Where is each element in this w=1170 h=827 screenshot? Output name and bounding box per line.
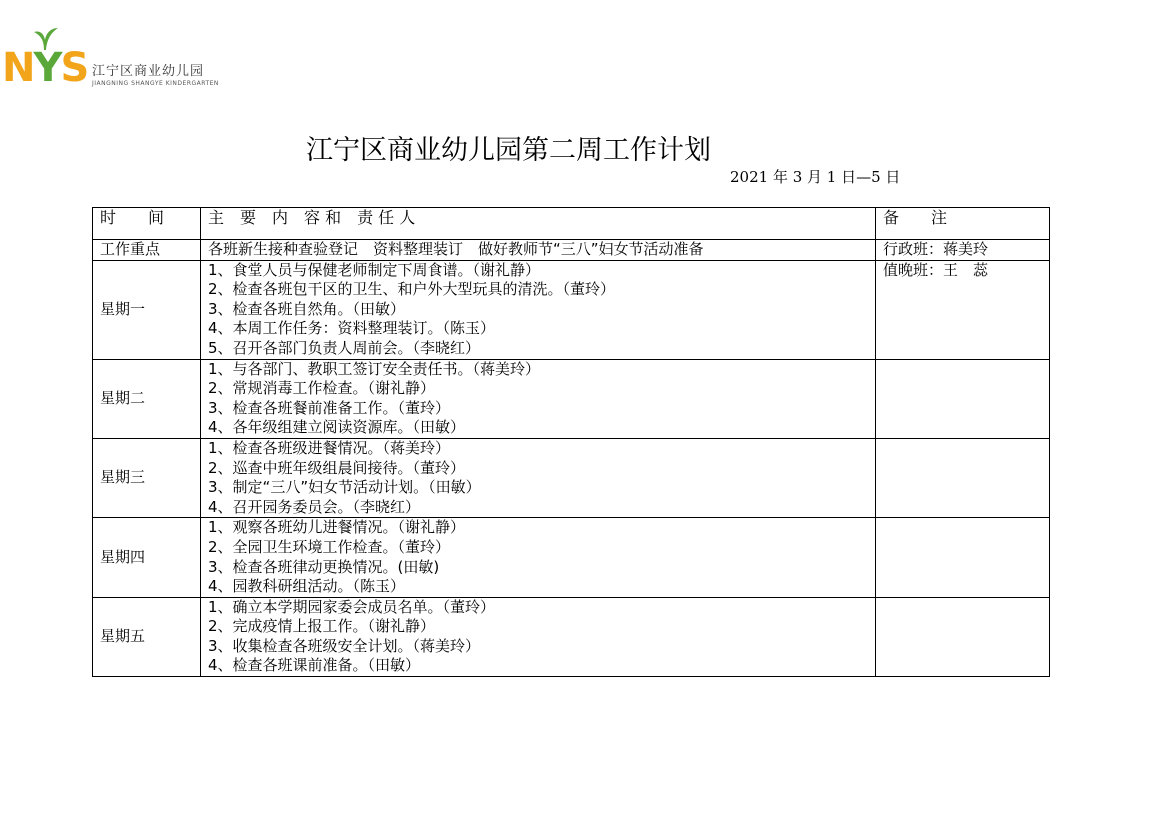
kindergarten-logo [2,26,232,92]
logo-name: 江宁区商业幼儿园 [92,64,205,79]
day-items [201,597,876,676]
header-content: 主 要 内 容 和 责 任 人 [201,208,876,240]
list-item: 3、检查各班律动更换情况。(田敏) [208,557,440,576]
list-item: 1、与各部门、教职工签订安全责任书。（蒋美玲） [208,359,541,378]
logo-mark: NYS [2,45,88,91]
work-plan-table [92,207,1050,677]
list-item: 4、各年级组建立阅读资源库。（田敏） [208,418,466,437]
table-row-monday [93,260,1050,359]
day-items [201,359,876,438]
list-item: 3、检查各班自然角。（田敏） [208,299,406,318]
day-label: 星期一 [93,260,201,359]
list-item: 3、收集检查各班级安全计划。（蒋美玲） [208,636,481,655]
day-note: 值晚班：王 蕊 [876,260,1050,359]
day-note [876,597,1050,676]
list-item: 2、完成疫情上报工作。（谢礼静） [208,617,436,636]
logo-name-en: JIANGNING SHANGYE KINDERGARTEN [92,80,219,87]
day-label: 星期四 [93,518,201,597]
header-time: 时 间 [93,208,201,240]
list-item: 5、召开各部门负责人周前会。（李晓红） [208,338,481,357]
day-note [876,359,1050,438]
day-note [876,518,1050,597]
table-row-thursday [93,518,1050,597]
table-row-tuesday [93,359,1050,438]
list-item: 3、制定“三八”妇女节活动计划。（田敏） [208,478,481,497]
list-item: 1、确立本学期园家委会成员名单。（董玲） [208,597,496,616]
list-item: 1、观察各班幼儿进餐情况。（谢礼静） [208,518,466,537]
list-item: 2、常规消毒工作检查。（谢礼静） [208,379,436,398]
focus-content: 各班新生接种查验登记 资料整理装订 做好教师节“三八”妇女节活动准备 [201,240,876,261]
list-item: 1、检查各班级进餐情况。（蒋美玲） [208,438,451,457]
day-items [201,438,876,517]
list-item: 4、召开园务委员会。（李晓红） [208,497,421,516]
day-items [201,518,876,597]
list-item: 2、巡查中班年级组晨间接待。（董玲） [208,458,466,477]
day-note [876,438,1050,517]
list-item: 4、本周工作任务：资料整理装订。（陈玉） [208,319,496,338]
focus-note: 行政班：蒋美玲 [876,240,1050,261]
day-items [201,260,876,359]
focus-label: 工作重点 [93,240,201,261]
table-row-wednesday [93,438,1050,517]
day-label: 星期三 [93,438,201,517]
list-item: 2、检查各班包干区的卫生、和户外大型玩具的清洗。（董玲） [208,280,616,299]
date-range: 2021 年 3 月 1 日—5 日 [730,168,901,186]
list-item: 2、全园卫生环境工作检查。（董玲） [208,537,451,556]
list-item: 1、食堂人员与保健老师制定下周食谱。（谢礼静） [208,260,541,279]
day-label: 星期五 [93,597,201,676]
page-title: 江宁区商业幼儿园第二周工作计划 [306,135,711,166]
list-item: 4、检查各班课前准备。（田敏） [208,656,421,675]
header-notes: 备 注 [876,208,1050,240]
list-item: 4、园教科研组活动。（陈玉） [208,577,406,596]
table-row-friday [93,597,1050,676]
table-row-focus [93,240,1050,261]
day-label: 星期二 [93,359,201,438]
table-header-row [93,208,1050,240]
list-item: 3、检查各班餐前准备工作。（董玲） [208,398,451,417]
